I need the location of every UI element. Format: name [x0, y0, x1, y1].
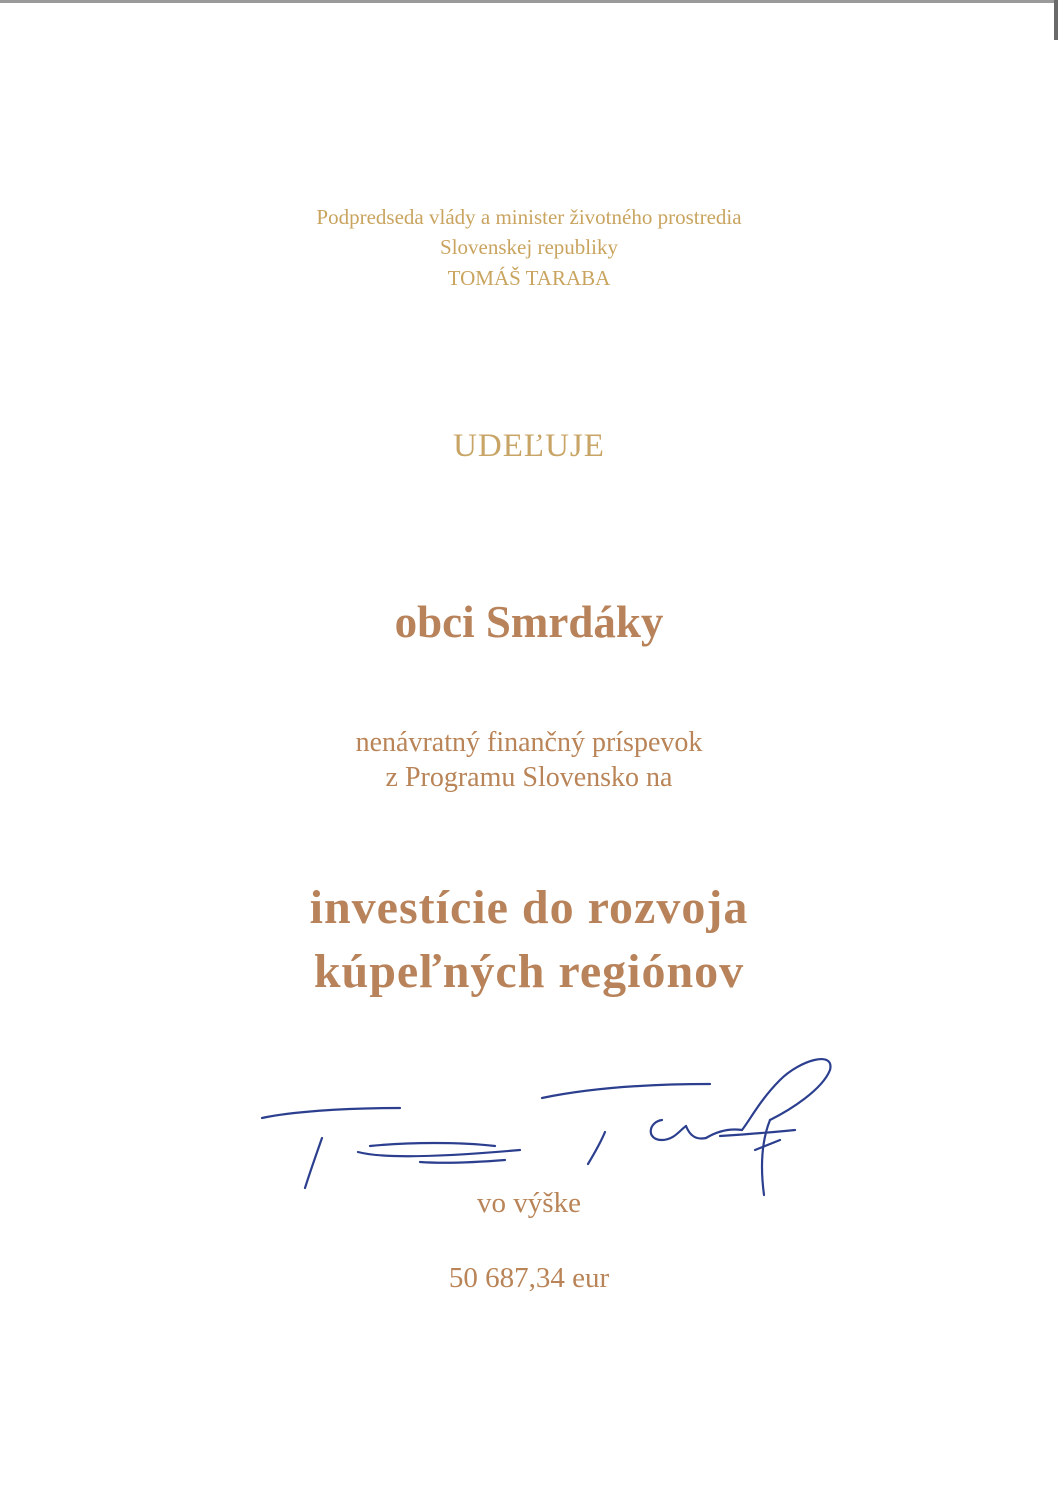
issuer-name: TOMÁŠ TARABA [447, 266, 611, 290]
signature-icon [250, 1040, 850, 1210]
grant-verb: UDEĽUJE [453, 428, 605, 464]
subtitle-line1: nenávratný finančný príspevok [355, 727, 703, 758]
recipient-name: obci Smrdáky [394, 597, 664, 647]
grant-amount: 50 687,34 eur [448, 1262, 610, 1294]
scan-edge-top [0, 0, 1058, 3]
issuer-title-line1: Podpredseda vlády a minister životného prostredia [316, 205, 742, 229]
purpose-line2: kúpeľných regiónov [313, 945, 745, 998]
subtitle-line2: z Programu Slovensko na [385, 762, 673, 793]
amount-label: vo výške [477, 1187, 581, 1219]
scan-edge-right [1054, 0, 1058, 40]
issuer-title-line2: Slovenskej republiky [440, 235, 618, 259]
purpose-line1: investície do rozvoja [309, 881, 749, 934]
